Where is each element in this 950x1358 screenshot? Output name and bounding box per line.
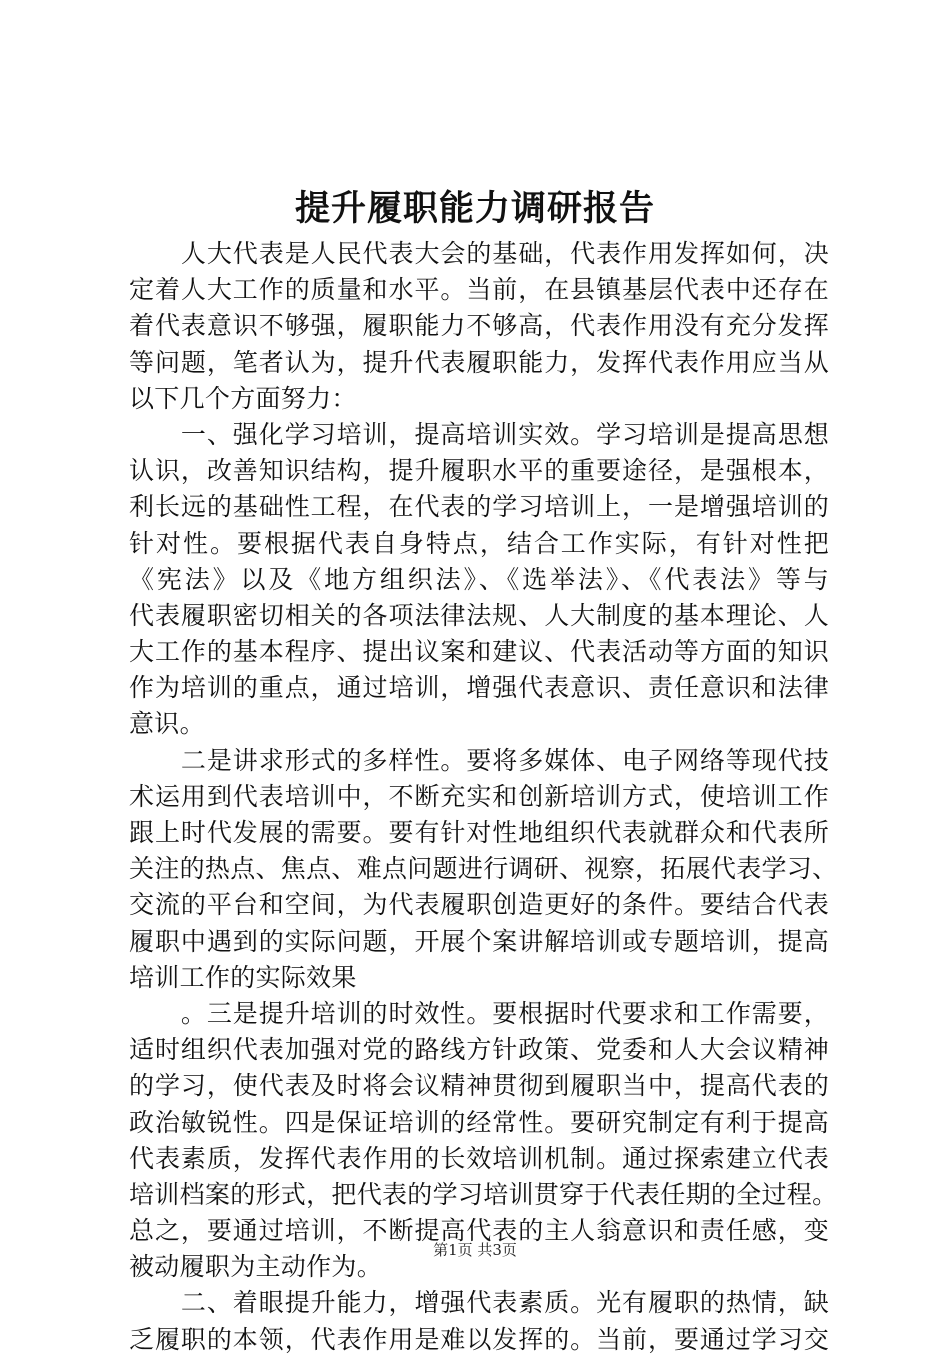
body-text-line: 政治敏锐性。四是保证培训的经常性。要研究制定有利于提高 <box>129 1107 829 1137</box>
body-text-line: 被动履职为主动作为。 <box>129 1252 383 1282</box>
document-title: 提升履职能力调研报告 <box>294 188 655 229</box>
body-text-line: 总之，要通过培训，不断提高代表的主人翁意识和责任感，变 <box>129 1216 829 1246</box>
page-footer: 第1页 共3页 <box>433 1241 517 1259</box>
body-text-line: 培训工作的实际效果 <box>129 962 357 992</box>
body-text-line: 关注的热点、焦点、难点问题进行调研、视察，拓展代表学习、 <box>129 854 838 884</box>
body-text-line: 交流的平台和空间，为代表履职创造更好的条件。要结合代表 <box>129 890 829 920</box>
body-text-line: 培训档案的形式，把代表的学习培训贯穿于代表任期的全过程。 <box>129 1179 838 1209</box>
body-text-line: 二、着眼提升能力，增强代表素质。光有履职的热情，缺 <box>129 1288 829 1318</box>
body-text-line: 术运用到代表培训中，不断充实和创新培训方式，使培训工作 <box>129 781 829 811</box>
body-text-line: 。三是提升培训的时效性。要根据时代要求和工作需要， <box>129 998 829 1028</box>
body-text-line: 跟上时代发展的需要。要有针对性地组织代表就群众和代表所 <box>129 818 829 847</box>
body-text-line: 意识。 <box>129 709 205 739</box>
body-text-line: 履职中遇到的实际问题，开展个案讲解培训或专题培训，提高 <box>129 926 829 956</box>
body-text-line: 代表履职密切相关的各项法律法规、人大制度的基本理论、人 <box>129 600 829 630</box>
body-text-line: 等问题，笔者认为，提升代表履职能力，发挥代表作用应当从 <box>129 347 829 377</box>
body-text-line: 以下几个方面努力： <box>129 383 357 413</box>
body-text-line: 一、强化学习培训，提高培训实效。学习培训是提高思想 <box>129 419 829 449</box>
body-text-line: 二是讲求形式的多样性。要将多媒体、电子网络等现代技 <box>129 745 829 775</box>
document-body <box>129 236 838 1358</box>
body-text-line: 代表素质，发挥代表作用的长效培训机制。通过探索建立代表 <box>129 1143 829 1173</box>
body-text-line: 针对性。要根据代表自身特点，结合工作实际，有针对性把 <box>129 528 829 558</box>
body-text-line: 定着人大工作的质量和水平。当前，在县镇基层代表中还存在 <box>129 275 829 305</box>
body-text-line: 《宪法》以及《地方组织法》、《选举法》、《代表法》等与 <box>129 564 829 594</box>
body-text-line: 适时组织代表加强对党的路线方针政策、党委和人大会议精神 <box>129 1035 829 1065</box>
body-text-line: 认识，改善知识结构，提升履职水平的重要途径，是强根本， <box>129 456 829 486</box>
body-text-line: 人大代表是人民代表大会的基础，代表作用发挥如何，决 <box>129 239 829 268</box>
body-text-line: 作为培训的重点，通过培训，增强代表意识、责任意识和法律 <box>129 673 829 703</box>
body-text-line: 的学习，使代表及时将会议精神贯彻到履职当中，提高代表的 <box>129 1071 829 1101</box>
body-text-line: 利长远的基础性工程，在代表的学习培训上，一是增强培训的 <box>129 492 829 522</box>
body-text-line: 着代表意识不够强，履职能力不够高，代表作用没有充分发挥 <box>129 311 829 341</box>
body-text-line: 乏履职的本领，代表作用是难以发挥的。当前，要通过学习交 <box>129 1324 829 1354</box>
body-text-line: 大工作的基本程序、提出议案和建议、代表活动等方面的知识 <box>129 637 829 667</box>
